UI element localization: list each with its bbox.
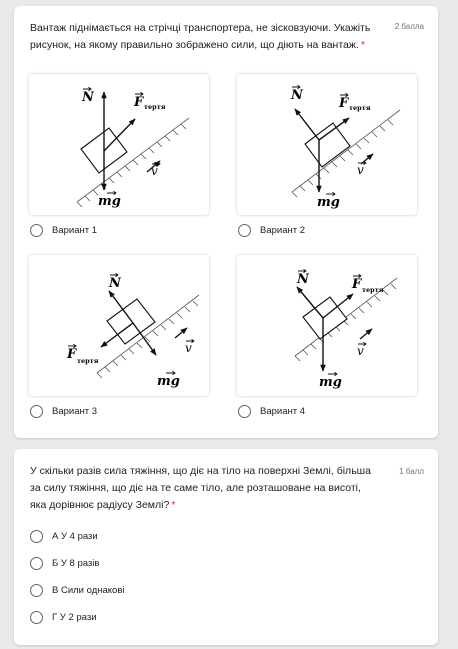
label-N: N <box>82 90 94 105</box>
question-2-text: У скільки разів сила тяжіння, що діє на тіло на поверхні Землі, більша за силу тяжіння, що діє на те саме тіло, але розташоване на висоті, яка дорівнює радіусу Землі? * <box>30 465 371 511</box>
option-label: Вариант 1 <box>52 225 98 236</box>
label-friction: тертя <box>144 103 166 111</box>
option-variant-1[interactable] <box>30 224 97 237</box>
option-label: Вариант 4 <box>260 406 306 417</box>
label-mg: mg <box>157 374 180 389</box>
question-card-2 <box>14 449 438 645</box>
label-F: F <box>352 277 362 292</box>
option-variant-4[interactable] <box>238 405 305 418</box>
label-v: v <box>185 341 192 355</box>
label-N: N <box>297 272 309 287</box>
option-variant-3[interactable] <box>30 405 97 418</box>
question-card-1 <box>14 6 438 438</box>
radio-button[interactable] <box>30 224 43 237</box>
label-friction: тертя <box>77 357 99 365</box>
option-label: Вариант 3 <box>52 406 98 417</box>
label-N: N <box>109 276 121 291</box>
variant-4-image[interactable] <box>237 255 417 396</box>
variant-1-image[interactable] <box>29 74 209 215</box>
label-v: v <box>151 164 158 178</box>
radio-button[interactable] <box>238 224 251 237</box>
label-F: F <box>67 347 77 362</box>
label-N: N <box>291 88 303 103</box>
variant-2-image[interactable] <box>237 74 417 215</box>
variant-1-diagram <box>29 74 209 215</box>
radio-button[interactable] <box>238 405 251 418</box>
option-c[interactable] <box>30 584 124 597</box>
option-variant-2[interactable] <box>238 224 305 237</box>
label-F: F <box>134 95 144 110</box>
question-2-points: 1 балл <box>399 467 424 476</box>
label-friction: тертя <box>349 104 371 112</box>
variant-3-image[interactable] <box>29 255 209 396</box>
question-1-points: 2 балла <box>394 22 424 31</box>
question-1-text: Вантаж піднімається на стрічці транспортера, не зісковзуючи. Укажіть рисунок, на якому правильно зображено сили, що діють на вантаж. * <box>30 22 371 51</box>
option-label: А У 4 рази <box>52 531 98 542</box>
option-label: Б У 8 разів <box>52 558 100 569</box>
label-mg: mg <box>319 375 342 390</box>
required-marker: * <box>171 499 176 511</box>
variant-4-diagram <box>237 255 417 396</box>
option-b[interactable] <box>30 557 99 570</box>
label-v: v <box>357 344 364 358</box>
label-friction: тертя <box>362 286 384 294</box>
variant-3-diagram <box>29 255 209 396</box>
label-mg: mg <box>317 195 340 210</box>
label-F: F <box>339 96 349 111</box>
option-label: Г У 2 рази <box>52 612 97 623</box>
label-v: v <box>357 163 364 177</box>
radio-button[interactable] <box>30 584 43 597</box>
option-label: В Сили однакові <box>52 585 125 596</box>
radio-button[interactable] <box>30 405 43 418</box>
required-marker: * <box>360 39 365 51</box>
variant-2-diagram <box>237 74 417 215</box>
option-a[interactable] <box>30 530 98 543</box>
radio-button[interactable] <box>30 530 43 543</box>
radio-button[interactable] <box>30 611 43 624</box>
radio-button[interactable] <box>30 557 43 570</box>
option-d[interactable] <box>30 611 97 624</box>
option-label: Вариант 2 <box>260 225 306 236</box>
label-mg: mg <box>98 194 121 209</box>
